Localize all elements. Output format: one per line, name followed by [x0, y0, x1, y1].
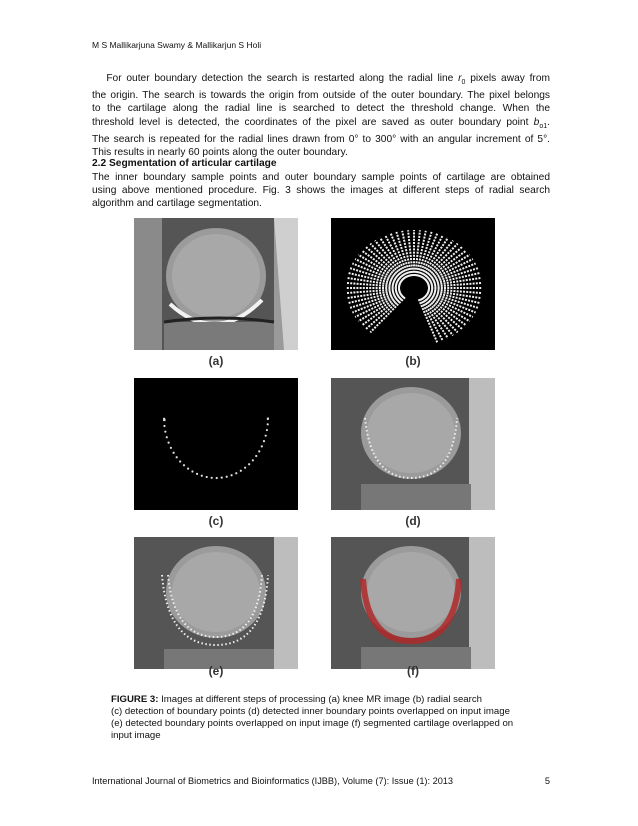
boundary-point	[216, 477, 218, 479]
radial-origin	[405, 280, 423, 296]
caption-line: input image	[111, 730, 161, 741]
boundary-point	[267, 418, 269, 420]
boundary-point	[170, 447, 172, 449]
boundary-point	[179, 460, 181, 462]
boundary-point	[252, 459, 254, 461]
boundary-point	[183, 464, 185, 466]
text-line: threshold level is detected, the coordinates of the pixel are saved as outer boundary point $b_{o1}$.	[92, 116, 550, 130]
text-line: This results in nearly 60 points along the outer boundary.	[92, 147, 348, 159]
boundary-point	[187, 468, 189, 470]
figure-label-c: (c)	[208, 514, 224, 528]
caption-line: FIGURE 3: Images at different steps of processing (a) knee MR image (b) radial search	[111, 694, 482, 705]
boundary-point	[196, 473, 198, 475]
figure-label-a: (a)	[208, 354, 224, 368]
figure-panel-f-segmented-cartilage	[331, 537, 495, 669]
boundary-points-image	[134, 378, 298, 510]
figure-panel-e-boundary-overlay	[134, 537, 298, 669]
figure-panel-c-boundary-points	[134, 378, 298, 510]
boundary-point	[267, 423, 269, 425]
boundary-point	[261, 445, 263, 447]
boundary-point	[176, 456, 178, 458]
boundary-point	[265, 435, 267, 437]
figure-label-b: (b)	[405, 354, 421, 368]
figure-panel-d-inner-boundary-overlay	[331, 378, 495, 510]
boundary-overlay-image	[134, 537, 298, 669]
boundary-point	[230, 474, 232, 476]
paragraph-segmentation	[92, 171, 550, 211]
boundary-point	[206, 476, 208, 478]
boundary-point	[166, 436, 168, 438]
boundary-point	[258, 450, 260, 452]
boundary-point	[167, 442, 169, 444]
boundary-point	[191, 470, 193, 472]
paragraph-outer-boundary	[92, 72, 550, 159]
running-header: M S Mallikarjuna Swamy & Mallikarjun S Holi	[92, 40, 262, 50]
section-heading: 2.2 Segmentation of articular cartilage	[92, 158, 277, 169]
boundary-point	[163, 425, 165, 427]
boundary-point	[211, 477, 213, 479]
text-line: The inner boundary sample points and outer boundary sample points of cartilage are obtained	[92, 172, 550, 183]
text-line: The search is repeated for the radial lines drawn from 0° to 300° with an angular increment of 5°.	[92, 133, 550, 145]
text-line: algorithm and cartilage segmentation.	[92, 198, 262, 210]
segmented-cartilage-image	[331, 537, 495, 669]
text-line: the origin. The search is towards the origin from outside of the outer boundary. The pixel belongs	[92, 90, 550, 102]
boundary-point	[248, 463, 250, 465]
figure-panel-a-knee-mr-image	[134, 218, 298, 350]
boundary-point	[164, 431, 166, 433]
figure-label-e: (e)	[208, 664, 224, 678]
figure-label-d: (d)	[405, 514, 421, 528]
boundary-point	[240, 470, 242, 472]
boundary-point	[201, 475, 203, 477]
boundary-point	[163, 419, 165, 421]
page-number: 5	[544, 776, 550, 786]
boundary-point	[244, 467, 246, 469]
journal-citation: International Journal of Biometrics and Bioinformatics (IJBB), Volume (7): Issue (1): 2013	[92, 776, 454, 786]
boundary-point	[263, 440, 265, 442]
boundary-point	[172, 452, 174, 454]
boundary-point	[221, 477, 223, 479]
boundary-point	[255, 455, 257, 457]
radial-search-image	[331, 218, 495, 350]
page-footer	[92, 776, 550, 786]
caption-line: (e) detected boundary points overlapped on input image (f) segmented cartilage overlapped on	[111, 718, 514, 729]
boundary-point	[226, 476, 228, 478]
boundary-point	[235, 472, 237, 474]
text-line: For outer boundary detection the search is restarted along the radial line $r_0$ pixels away from	[106, 73, 550, 87]
figure-caption	[111, 694, 531, 742]
inner-boundary-overlay-image	[331, 378, 495, 510]
text-line: to the cartilage along the radial line is searched to detect the threshold change. When the	[92, 103, 550, 115]
knee-mr-image	[134, 218, 298, 350]
boundary-point	[266, 429, 268, 431]
text-line: using above mentioned procedure. Fig. 3 shows the images at different steps of radial search	[92, 185, 550, 197]
figure-panel-b-radial-search	[331, 218, 495, 350]
caption-line: (c) detection of boundary points (d) detected inner boundary points overlapped on input image	[111, 706, 510, 717]
figure-label-f: (f)	[407, 664, 419, 678]
